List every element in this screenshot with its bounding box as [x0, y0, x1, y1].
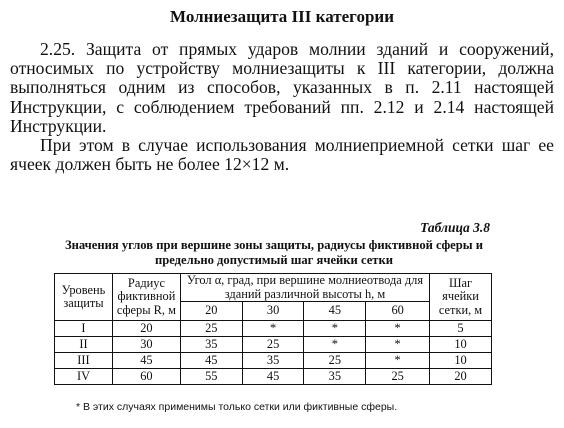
body-text: [10, 40, 554, 174]
table-footnote: * В этих случаях применимы только сетки или фиктивные сферы.: [76, 401, 398, 413]
cell-angle: *: [366, 321, 430, 337]
cell-angle: 55: [180, 369, 242, 385]
header-level: Уровень защиты: [55, 274, 113, 321]
paragraph-mesh-step: При этом в случае использования молниеприемной сетки шаг ее ячеек должен быть не более 12×12 м.: [10, 135, 554, 175]
section-heading: Молниезащита III категории: [170, 7, 394, 26]
cell-angle: 35: [180, 337, 242, 353]
cell-level: II: [55, 337, 113, 353]
cell-angle: 45: [242, 369, 304, 385]
cell-angle: *: [366, 337, 430, 353]
protection-table: [54, 273, 492, 385]
table-title: Значения углов при вершине зоны защиты, радиусы фиктивной сферы и предельно допустимый шаг ячейки сетки: [64, 238, 484, 267]
cell-angle: 45: [180, 353, 242, 369]
header-radius: Радиус фиктивной сферы R, м: [112, 274, 180, 321]
cell-level: III: [55, 353, 113, 369]
table-caption: Таблица 3.8: [420, 220, 490, 235]
table-row: [55, 321, 492, 337]
header-step: Шаг ячейки сетки, м: [430, 274, 492, 321]
cell-angle: 35: [242, 353, 304, 369]
header-angle: Угол α, град, при вершине молниеотвода для зданий различной высоты h, м: [180, 274, 429, 302]
cell-angle: 25: [366, 369, 430, 385]
cell-angle: 25: [242, 337, 304, 353]
paragraph-2-25: 2.25. Защита от прямых ударов молнии зданий и сооружений, относимых по устройству молниезащиты к III категории, должна выполняться одним из способов, указанных в п. 2.11 настоящей Инструкции, с соблюдением требований пп. 2.12 и 2.14 настоящей Инструкции.: [10, 39, 554, 136]
table-row: [55, 337, 492, 353]
cell-step: 20: [430, 369, 492, 385]
cell-radius: 60: [112, 369, 180, 385]
cell-step: 10: [430, 353, 492, 369]
table-row: [55, 369, 492, 385]
height-cell: 20: [180, 302, 242, 321]
cell-angle: *: [304, 337, 366, 353]
height-cell: 45: [304, 302, 366, 321]
table-row: [55, 353, 492, 369]
cell-angle: *: [242, 321, 304, 337]
cell-level: I: [55, 321, 113, 337]
cell-step: 5: [430, 321, 492, 337]
cell-radius: 30: [112, 337, 180, 353]
height-cell: 30: [242, 302, 304, 321]
cell-angle: 35: [304, 369, 366, 385]
cell-step: 10: [430, 337, 492, 353]
cell-angle: *: [366, 353, 430, 369]
cell-level: IV: [55, 369, 113, 385]
cell-radius: 45: [112, 353, 180, 369]
table-header-row: [55, 274, 492, 302]
cell-radius: 20: [112, 321, 180, 337]
height-cell: 60: [366, 302, 430, 321]
cell-angle: 25: [180, 321, 242, 337]
cell-angle: *: [304, 321, 366, 337]
cell-angle: 25: [304, 353, 366, 369]
